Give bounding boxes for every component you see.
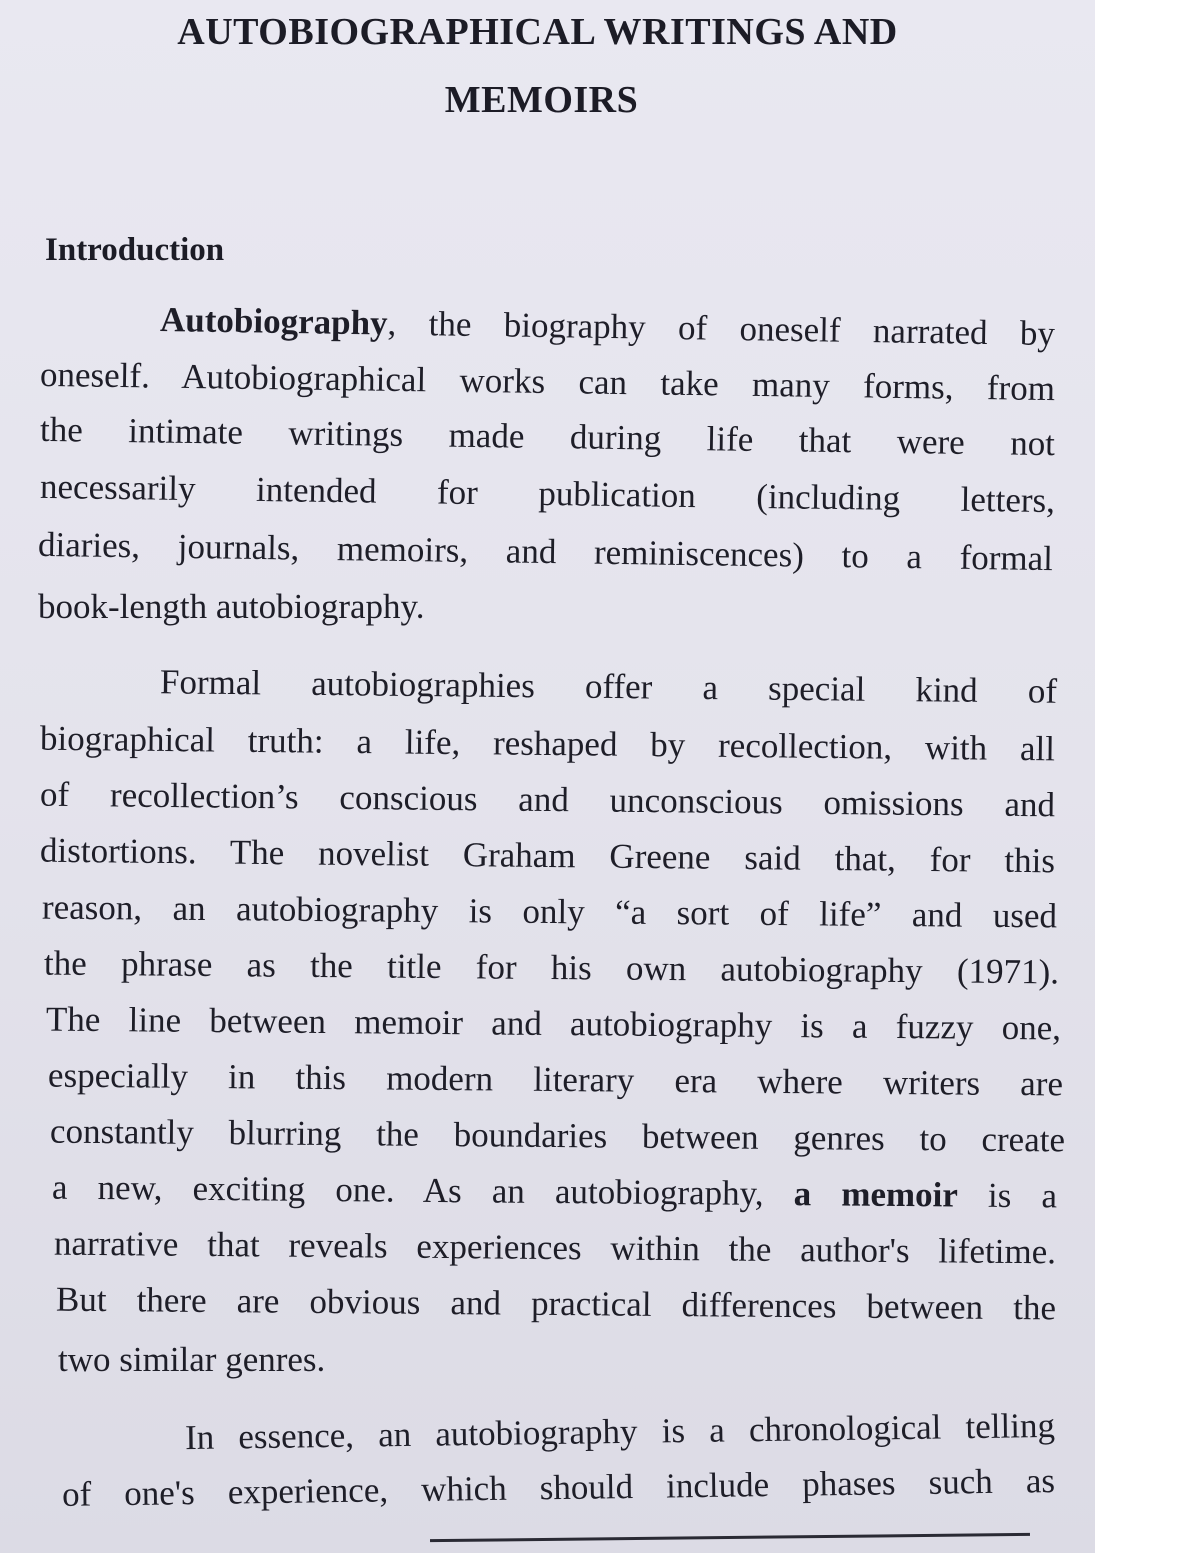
- paragraph-2-line-13: two similar genres.: [58, 1340, 326, 1379]
- page-title-line-2: MEMOIRS: [444, 79, 639, 121]
- paragraph-2-line-8: especially in this modern literary era where writers are: [47, 1055, 1064, 1104]
- bold-term: a memoir: [793, 1174, 959, 1215]
- paragraph-2-line-10: [52, 1166, 1057, 1219]
- paragraph-1-line-2: oneself. Autobiographical works can take many forms, from: [39, 354, 1056, 409]
- paragraph-1-line-6: book-length autobiography.: [38, 587, 425, 626]
- page-title-line-1: AUTOBIOGRAPHICAL WRITINGS AND: [177, 11, 898, 53]
- line-text: , the biography of oneself narrated by: [387, 303, 1056, 354]
- paragraph-3-line-1: In essence, an autobiography is a chronological telling: [184, 1405, 1056, 1458]
- line-text: a new, exciting one. As an autobiography,: [51, 1167, 764, 1213]
- paragraph-1-line-3: the intimate writings made during life that were not: [39, 409, 1056, 464]
- paragraph-1-line-5: diaries, journals, memoirs, and reminiscences) to a formal: [37, 524, 1054, 579]
- paragraph-2-line-4: distortions. The novelist Graham Greene said that, for this: [39, 830, 1056, 881]
- paragraph-1-line-4: necessarily intended for publication (including letters,: [39, 466, 1056, 521]
- paragraph-2-line-6: the phrase as the title for his own autobiography (1971).: [43, 943, 1060, 992]
- paragraph-2-line-2: biographical truth: a life, reshaped by recollection, with all: [39, 718, 1056, 769]
- paragraph-2-line-7: The line between memoir and autobiography is a fuzzy one,: [45, 999, 1062, 1048]
- paragraph-1-line-1: [160, 298, 1056, 356]
- paragraph-2-line-1: Formal autobiographies offer a special kind of: [159, 662, 1058, 711]
- footer-rule: [430, 1533, 1030, 1542]
- paragraph-3-line-2: of one's experience, which should include phases such as: [61, 1461, 1056, 1514]
- paragraph-2-line-9: constantly blurring the boundaries between genres to create: [49, 1111, 1066, 1160]
- paragraph-2-line-12: But there are obvious and practical differences between the: [55, 1279, 1057, 1328]
- paragraph-2-line-3: of recollection’s conscious and unconscious omissions and: [39, 774, 1056, 825]
- page-margin: [1095, 0, 1200, 1553]
- section-heading: Introduction: [45, 232, 225, 268]
- paragraph-2-line-11: narrative that reveals experiences within the author's lifetime.: [53, 1223, 1057, 1272]
- bold-term: Autobiography: [159, 299, 388, 343]
- line-text: is a: [957, 1175, 1058, 1216]
- paragraph-2-line-5: reason, an autobiography is only “a sort of life” and used: [41, 887, 1058, 936]
